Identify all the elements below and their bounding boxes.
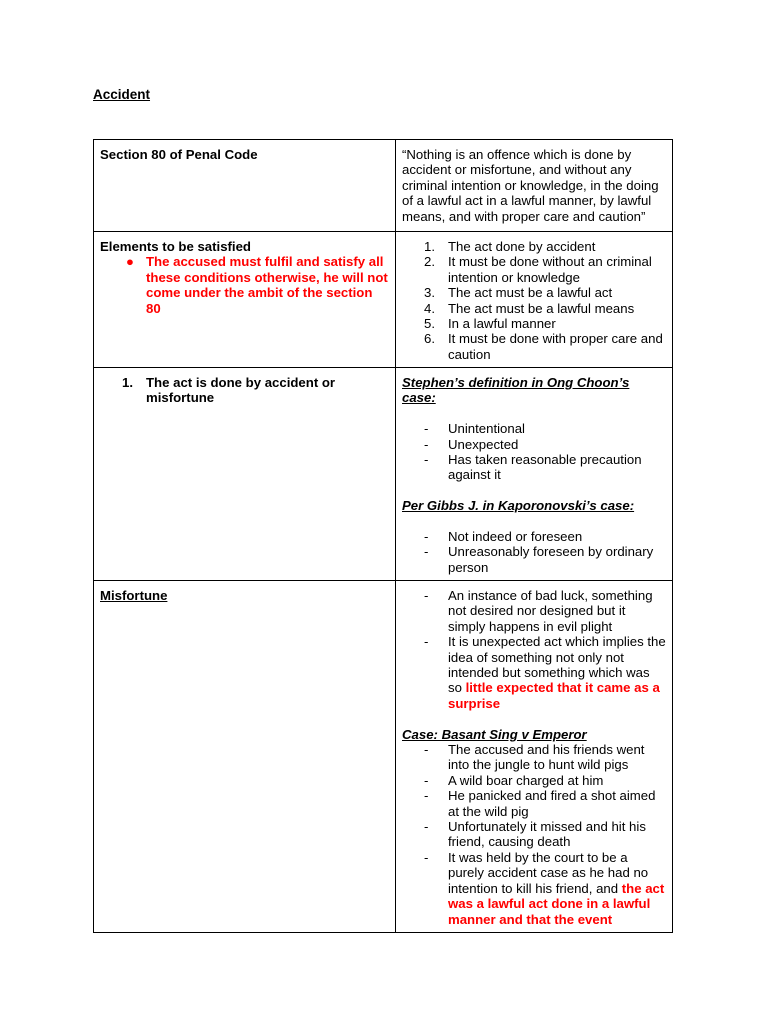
dash-marker: - [424, 421, 429, 437]
definitions-cell [396, 368, 673, 581]
dash-marker: - [424, 529, 429, 545]
list-item [402, 301, 666, 316]
list-item [402, 437, 666, 452]
dash-marker: - [424, 588, 429, 603]
list-item [402, 788, 666, 819]
dash-marker: - [424, 788, 429, 804]
table-row [94, 232, 673, 368]
page-title: Accident [93, 87, 151, 102]
accident-table [93, 139, 673, 933]
list-number: 1. [122, 375, 133, 390]
list-item-text: Not indeed or foreseen [448, 529, 583, 545]
list-number: 3. [424, 285, 435, 301]
list-item [402, 742, 666, 773]
table-row [94, 581, 673, 933]
list-item [100, 375, 389, 406]
accident-element-cell [94, 368, 396, 581]
list-item-text: The act done by accident [448, 239, 596, 254]
list-item [402, 588, 666, 634]
list-number: 5. [424, 316, 435, 332]
quote-text: “Nothing is an offence which is done by accident or misfortune, and without any criminal intention or knowledge, in the doing of a lawful act in a lawful manner, by lawful means, and with proper care and caution” [402, 147, 659, 224]
list-item-text: It must be done with proper care and caution [448, 331, 663, 362]
elements-note-list [100, 254, 389, 316]
emphasis-text: the act was a lawful act done in a lawful manner and that the event [448, 880, 665, 927]
misfortune-cell [396, 581, 673, 933]
bullet-icon: ● [126, 254, 134, 270]
list-number: 6. [424, 331, 435, 347]
dash-marker: - [424, 436, 429, 452]
case-heading-stephen: Stephen’s definition in Ong Choon’s case: [402, 375, 630, 406]
list-item-text: Unexpected [448, 436, 519, 452]
list-item-text: A wild boar charged at him [448, 772, 604, 788]
gibbs-definition-list [402, 529, 666, 575]
dash-marker: - [424, 849, 429, 865]
stephen-definition-list [402, 421, 666, 483]
list-item-text: In a lawful manner [448, 316, 556, 332]
list-item [402, 316, 666, 331]
list-item-text: Unfortunately it missed and hit his friend, causing death [448, 819, 646, 850]
list-item-text: He panicked and fired a shot aimed at the wild pig [448, 788, 656, 819]
list-item [402, 544, 666, 575]
list-item [402, 421, 666, 436]
list-item-text: An instance of bad luck, something not desired nor designed but it simply happens in evil plight [448, 588, 653, 634]
list-number: 4. [424, 300, 435, 316]
list-item [402, 285, 666, 300]
list-item [402, 239, 666, 254]
dash-marker: - [424, 819, 429, 835]
list-item [402, 819, 666, 850]
list-item [402, 634, 666, 711]
list-item [402, 773, 666, 788]
case-heading-basant: Case: Basant Sing v Emperor [402, 726, 587, 742]
section-80-quote [396, 140, 673, 232]
emphasis-text: little expected that it came as a surprise [448, 680, 660, 711]
elements-list [402, 239, 666, 362]
list-item [402, 452, 666, 483]
case-heading-gibbs: Per Gibbs J. in Kaporonovski’s case: [402, 498, 635, 514]
list-item [402, 850, 666, 927]
list-item-text: The act is done by accident or misfortune [146, 375, 336, 406]
accident-element-list [100, 375, 389, 406]
list-item-text: The act must be a lawful act [448, 285, 613, 301]
list-item [100, 254, 389, 316]
list-item-text: The accused and his friends went into the jungle to hunt wild pigs [448, 742, 645, 773]
list-number: 2. [424, 254, 435, 270]
elements-list-cell [396, 232, 673, 368]
misfortune-label: Misfortune [94, 581, 396, 933]
table-row [94, 368, 673, 581]
dash-marker: - [424, 544, 429, 560]
elements-heading: Elements to be satisfied [100, 239, 251, 254]
list-item-text: It must be done without an criminal intention or knowledge [448, 254, 652, 285]
list-item-text: It is unexpected act which implies the idea of something not only not intended but something which was so [448, 634, 666, 696]
basant-case-list [402, 742, 666, 927]
table-row [94, 140, 673, 232]
dash-marker: - [424, 452, 429, 468]
list-item-text: Unreasonably foreseen by ordinary person [448, 544, 654, 575]
list-item [402, 254, 666, 285]
misfortune-definition-list [402, 588, 666, 711]
list-item-text: It was held by the court to be a purely accident case as he had no intention to kill his friend, and [448, 849, 649, 896]
list-item-text: Unintentional [448, 421, 525, 437]
dash-marker: - [424, 634, 429, 650]
elements-cell [94, 232, 396, 368]
dash-marker: - [424, 742, 429, 758]
list-item-text: Has taken reasonable precaution against it [448, 452, 642, 483]
elements-note: The accused must fulfil and satisfy all these conditions otherwise, he will not come under the ambit of the section 80 [146, 254, 388, 316]
list-item [402, 331, 666, 362]
dash-marker: - [424, 772, 429, 788]
list-number: 1. [424, 239, 435, 254]
list-item-text: The act must be a lawful means [448, 300, 635, 316]
list-item [402, 529, 666, 544]
section-80-label: Section 80 of Penal Code [94, 140, 396, 232]
